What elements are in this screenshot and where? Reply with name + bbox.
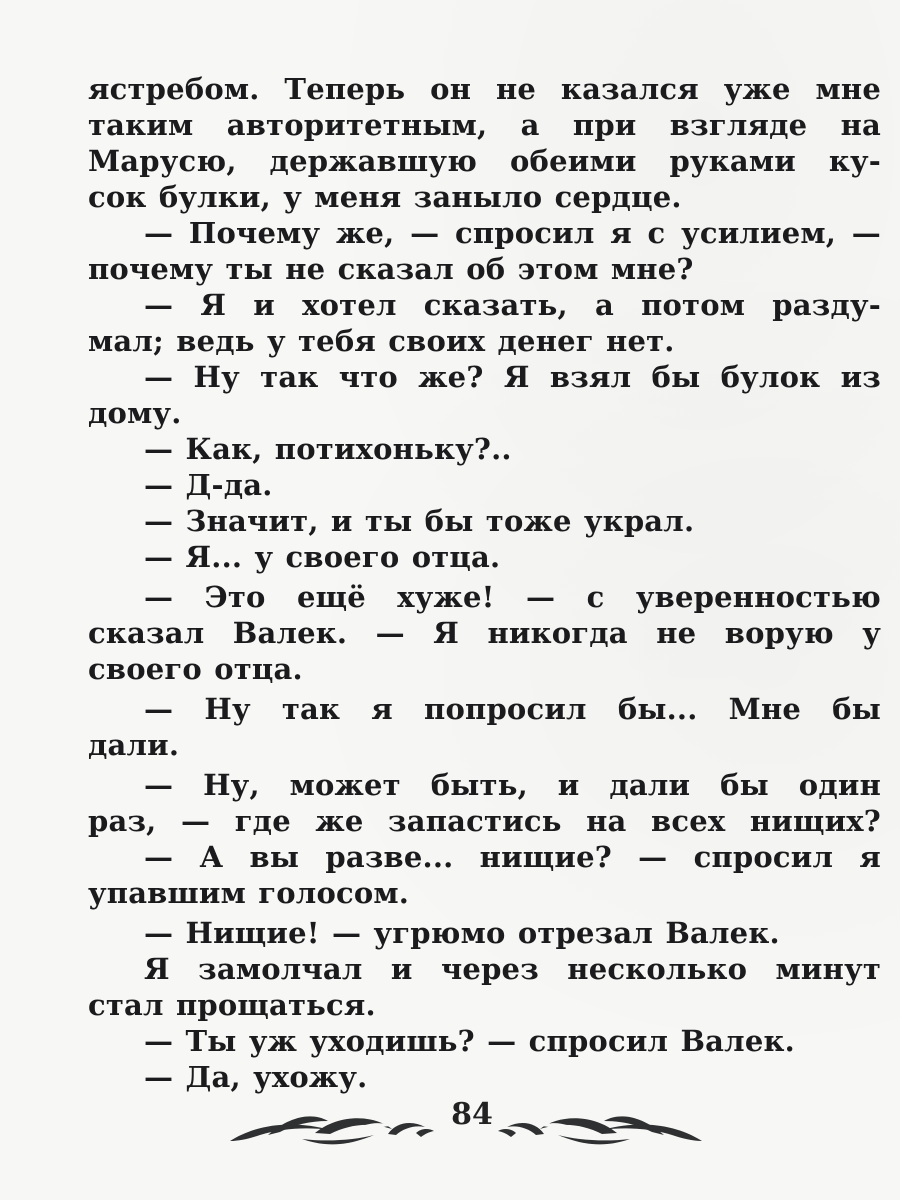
text-line-26: стал прощаться. [88,988,376,1022]
text-line-24: — Нищие! — угрюмо отрезал Валек. [144,916,780,950]
text-line-16: сказал Валек. — Я никогда не ворую у [88,616,881,650]
text-line-12: — Д-да. [144,468,273,502]
text-line-3: Марусю, державшую обеими руками ку- [88,144,881,178]
text-line-25: Я замолчал и через несколько минут [144,952,881,986]
text-line-10: дому. [88,396,182,430]
text-line-17: своего отца. [88,652,303,686]
text-line-4: сок булки, у меня заныло сердце. [88,180,682,214]
text-line-14: — Я... у своего отца. [144,540,501,574]
text-line-13: — Значит, и ты бы тоже украл. [144,504,695,538]
text-line-2: таким авторитетным, а при взгляде на [88,108,881,142]
text-line-19: дали. [88,728,180,762]
text-line-5: — Почему же, — спросил я с усилием, — [144,216,881,250]
text-line-8: мал; ведь у тебя своих денег нет. [88,324,675,358]
text-line-27: — Ты уж уходишь? — спросил Валек. [144,1024,795,1058]
text-line-23: упавшим голосом. [88,876,410,910]
text-line-7: — Я и хотел сказать, а потом разду- [144,288,881,322]
text-line-28: — Да, ухожу. [144,1060,368,1094]
text-line-1: ястребом. Теперь он не казался уже мне [88,72,881,106]
text-line-11: — Как, потихоньку?.. [144,432,512,466]
text-line-18: — Ну так я попросил бы... Мне бы [144,692,881,726]
left-ornament-icon [220,1104,440,1154]
text-line-21: раз, — где же запастись на всех нищих? [88,804,881,838]
right-ornament-icon [492,1104,712,1154]
text-line-15: — Это ещё хуже! — с уверенностью [144,580,881,614]
text-line-9: — Ну так что же? Я взял бы булок из [144,360,881,394]
text-line-6: почему ты не сказал об этом мне? [88,252,694,286]
text-line-22: — А вы разве... нищие? — спросил я [144,840,881,874]
text-line-20: — Ну, может быть, и дали бы один [144,768,881,802]
page-number: 84 [451,1097,493,1132]
